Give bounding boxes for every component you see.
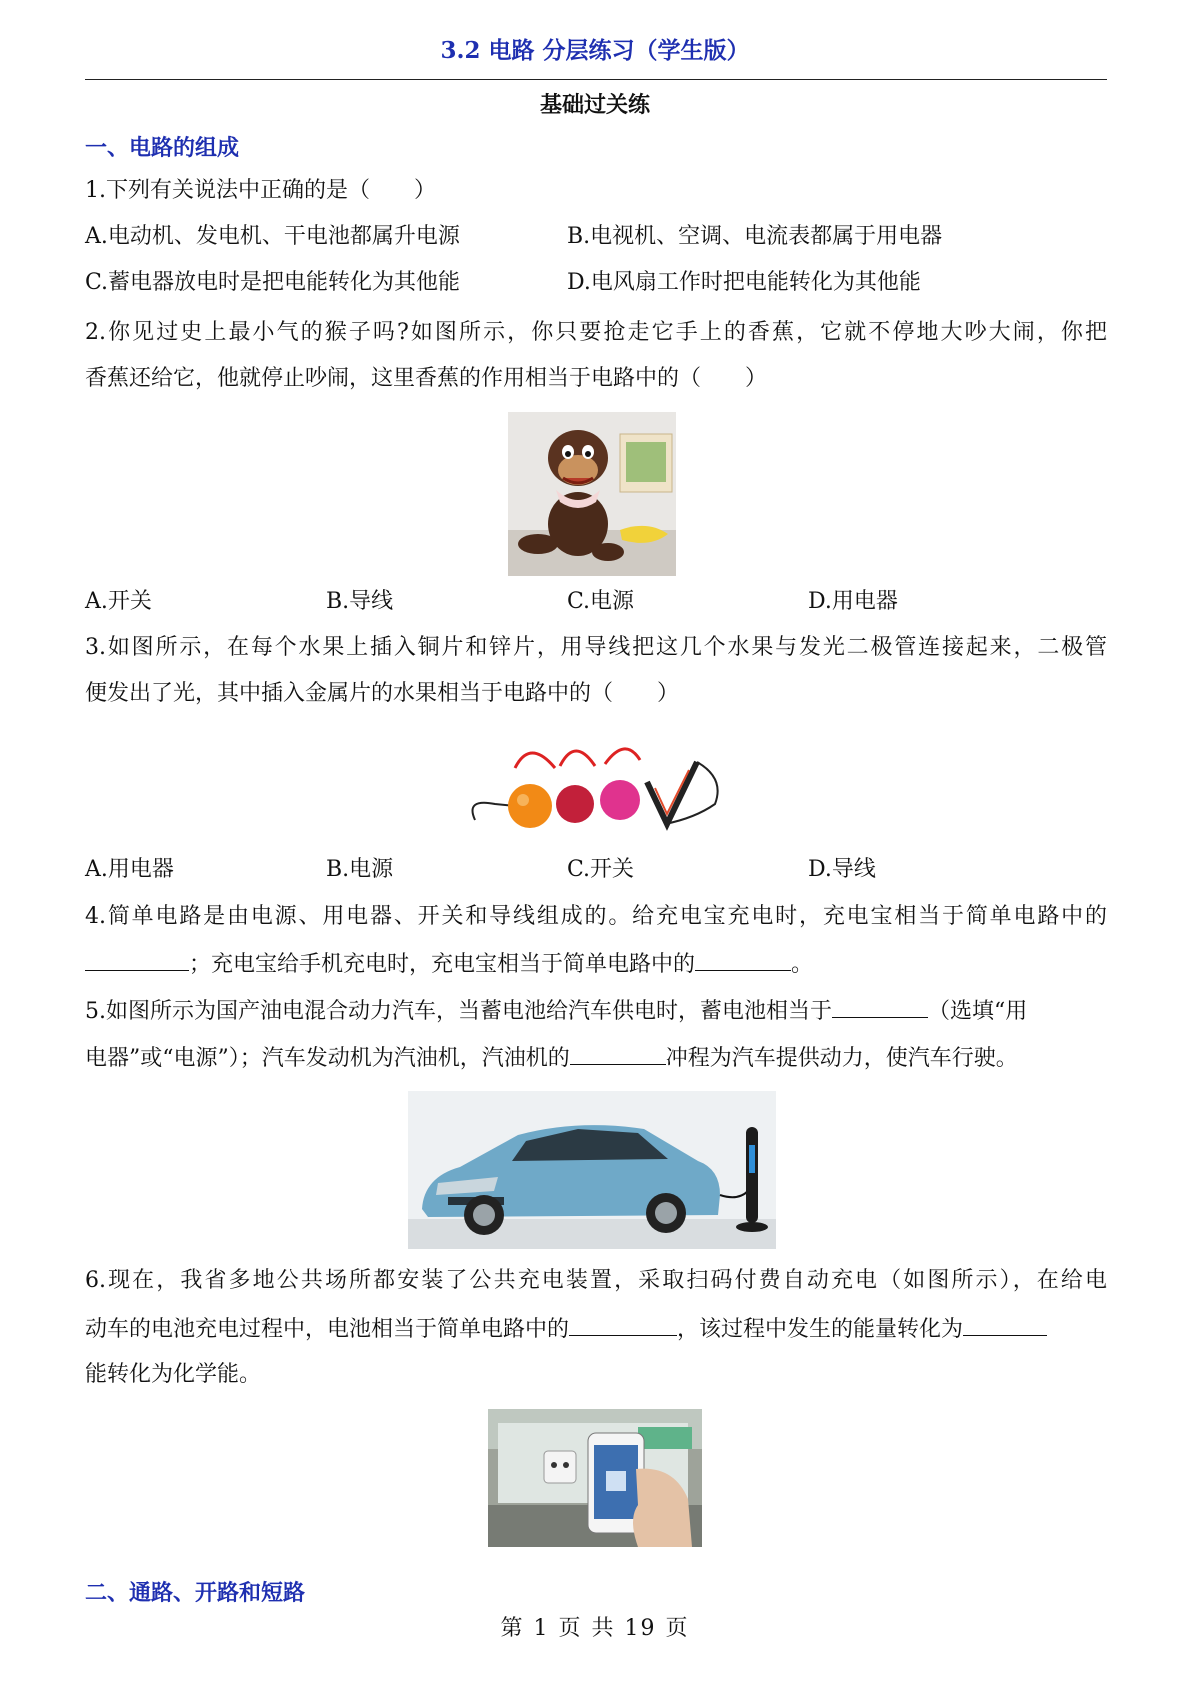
answer-blank[interactable]: [570, 1042, 666, 1065]
q5-text-b: （选填“用: [928, 999, 1028, 1024]
q3-option-d: D.导线: [808, 857, 876, 882]
q4-text-b: 。: [791, 952, 814, 977]
question-1-stem: 1.下列有关说法中正确的是（ ）: [85, 178, 436, 203]
q2-option-a: A.开关: [85, 589, 152, 614]
hybrid-car-image: [408, 1091, 776, 1249]
fruit-battery-image: [455, 728, 737, 840]
qr-charging-image: [488, 1409, 702, 1547]
q5-text-a: 5.如图所示为国产油电混合动力汽车，当蓄电池给汽车供电时，蓄电池相当于: [85, 999, 832, 1024]
question-2-line-1: 2.你见过史上最小气的猴子吗?如图所示，你只要抢走它手上的香蕉，它就不停地大吵大闹，你把: [85, 320, 1107, 345]
q1-option-b: B.电视机、空调、电流表都属于用电器: [567, 224, 943, 249]
question-3-line-2: 便发出了光，其中插入金属片的水果相当于电路中的（ ）: [85, 681, 680, 706]
q3-option-b: B.电源: [326, 857, 394, 882]
document-title: 3.2 电路 分层练习（学生版）: [440, 37, 750, 64]
q2-option-d: D.用电器: [808, 589, 898, 614]
q2-option-b: B.导线: [326, 589, 394, 614]
answer-blank[interactable]: [963, 1313, 1047, 1336]
question-3-line-1: 3.如图所示，在每个水果上插入铜片和锌片，用导线把这几个水果与发光二极管连接起来，二极管: [85, 635, 1107, 660]
q3-option-a: A.用电器: [85, 857, 174, 882]
answer-blank[interactable]: [832, 995, 928, 1018]
answer-blank[interactable]: [85, 948, 189, 971]
q1-option-d: D.电风扇工作时把电能转化为其他能: [567, 270, 921, 295]
q1-option-c: C.蓄电器放电时是把电能转化为其他能: [85, 270, 461, 295]
q6-text-a: 动车的电池充电过程中，电池相当于简单电路中的: [85, 1317, 570, 1342]
question-6-line-1: 6.现在，我省多地公共场所都安装了公共充电装置，采取扫码付费自动充电（如图所示），在给电: [85, 1268, 1107, 1293]
q4-text-a: ；充电宝给手机充电时，充电宝相当于简单电路中的: [189, 952, 696, 977]
section-heading-2: 二、通路、开路和短路: [85, 1580, 306, 1606]
q2-option-c: C.电源: [567, 589, 635, 614]
page-number: 第 1 页 共 19 页: [500, 1616, 690, 1641]
question-6-line-2: [85, 1313, 1107, 1345]
q5-text-d: 冲程为汽车提供动力，使汽车行驶。: [665, 1046, 1018, 1071]
q6-text-b: ，该过程中发生的能量转化为: [677, 1317, 964, 1342]
question-4-line-1: 4.简单电路是由电源、用电器、开关和导线组成的。给充电宝充电时，充电宝相当于简单电路中的: [85, 904, 1107, 929]
question-5-line-1: [85, 995, 1107, 1027]
question-4-line-2: [85, 948, 1107, 980]
question-5-line-2: [85, 1042, 1107, 1074]
question-2-line-2: 香蕉还给它，他就停止吵闹，这里香蕉的作用相当于电路中的（ ）: [85, 366, 768, 391]
q3-option-c: C.开关: [567, 857, 635, 882]
question-6-line-3: 能转化为化学能。: [85, 1362, 262, 1387]
subtitle: 基础过关练: [539, 92, 650, 118]
section-heading-1: 一、电路的组成: [85, 135, 240, 161]
header-divider: [85, 79, 1107, 80]
monkey-toy-image: [508, 412, 676, 576]
answer-blank[interactable]: [569, 1313, 677, 1336]
q1-option-a: A.电动机、发电机、干电池都属升电源: [85, 224, 460, 249]
answer-blank[interactable]: [695, 948, 791, 971]
q5-text-c: 电器”或“电源”）；汽车发动机为汽油机，汽油机的: [85, 1046, 570, 1071]
